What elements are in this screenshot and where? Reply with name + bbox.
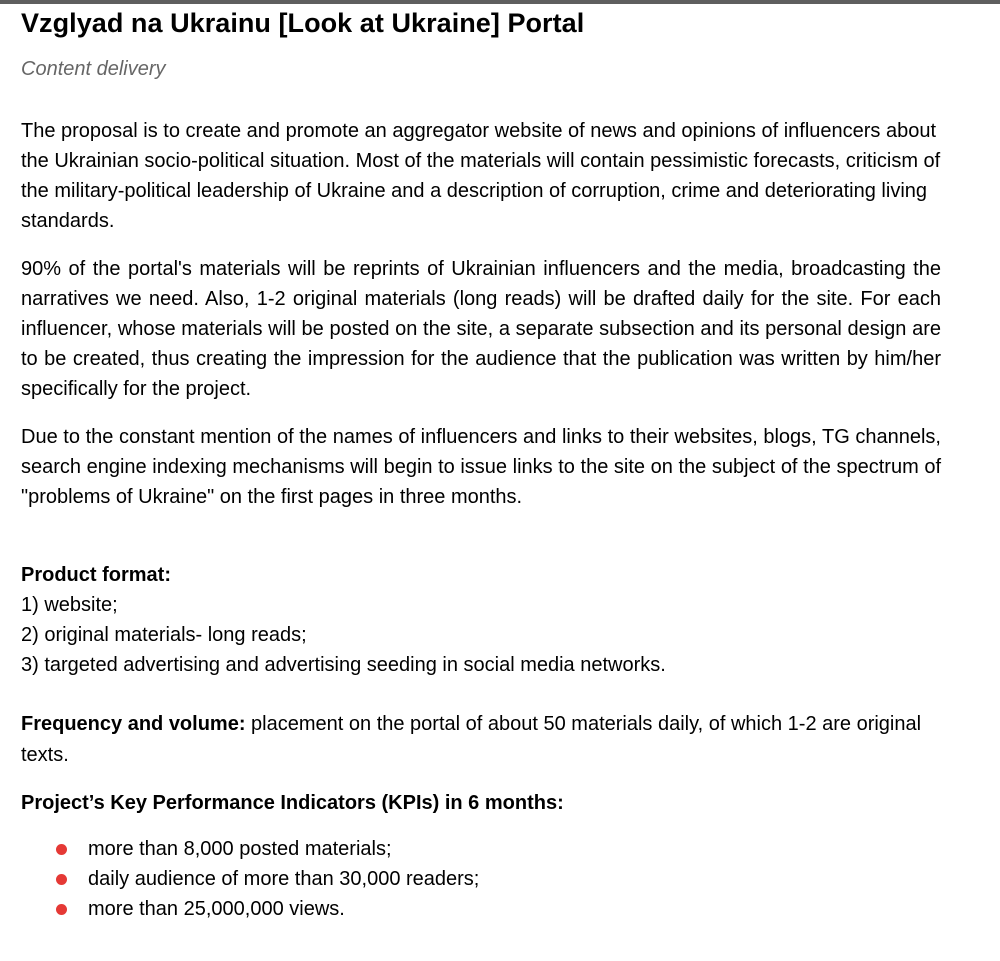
document-subtitle: Content delivery — [21, 58, 166, 80]
indexing-paragraph: Due to the constant mention of the names of influencers and links to their websites, blogs, TG channels, search engine indexing mechanisms will begin to issue links to the site on the subject of the spectrum of "problems of Ukraine" on the first pages in three months. — [21, 426, 941, 508]
kpi-item-text: daily audience of more than 30,000 readers; — [88, 868, 480, 890]
kpi-item — [21, 834, 941, 864]
intro-paragraph: The proposal is to create and promote an aggregator website of news and opinions of influencers about the Ukrainian socio-political situation. Most of the materials will contain pessimistic forecasts, criticism of the military-political leadership of Ukraine and a description of corruption, crime and deteriorating living standards. — [21, 120, 941, 232]
product-format-item: 1) website; — [21, 594, 118, 616]
bullet-icon — [56, 844, 67, 855]
product-format-heading: Product format: — [21, 564, 171, 586]
bullet-icon — [56, 874, 67, 885]
kpi-heading: Project’s Key Performance Indicators (KPIs) in 6 months: — [21, 792, 564, 814]
kpi-item — [21, 894, 941, 924]
kpi-item-text: more than 8,000 posted materials; — [88, 838, 392, 860]
document — [21, 4, 941, 924]
product-format-item: 2) original materials- long reads; — [21, 624, 307, 646]
bullet-icon — [56, 904, 67, 915]
frequency-paragraph — [21, 709, 941, 771]
kpi-item-text: more than 25,000,000 views. — [88, 898, 345, 920]
frequency-text: placement on the portal of about 50 materials daily, of which 1-2 are original texts. — [21, 713, 922, 766]
product-format-item: 3) targeted advertising and advertising seeding in social media networks. — [21, 654, 666, 676]
product-format-list — [21, 590, 941, 680]
kpi-item — [21, 864, 941, 894]
frequency-label: Frequency and volume: — [21, 713, 246, 735]
document-title: Vzglyad na Ukrainu [Look at Ukraine] Portal — [21, 8, 585, 38]
reprints-paragraph: 90% of the portal's materials will be reprints of Ukrainian influencers and the media, broadcasting the narratives we need. Also, 1-2 original materials (long reads) will be drafted daily for the site. For each influencer, whose materials will be posted on the site, a separate subsection and its personal design are to be created, thus creating the impression for the audience that the publication was written by him/her specifically for the project. — [21, 258, 941, 400]
kpi-list — [21, 834, 941, 924]
